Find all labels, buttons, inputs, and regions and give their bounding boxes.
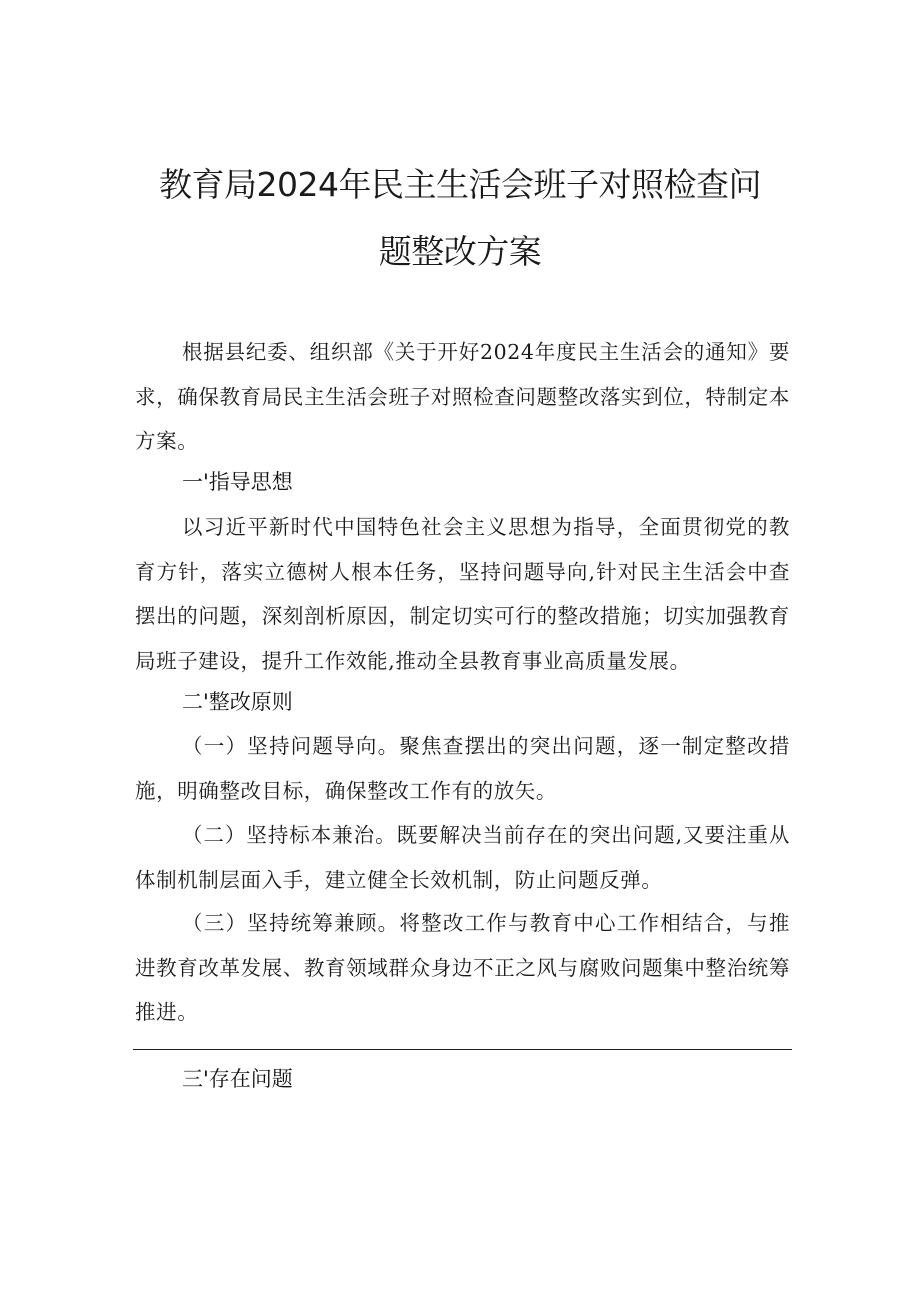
page-break-divider <box>133 1049 792 1050</box>
guiding-ideology-paragraph: 以习近平新时代中国特色社会主义思想为指导，全面贯彻党的教育方针，落实立德树人根本任务，坚持问题导向,针对民主生活会中查摆出的问题，深刻剖析原因，制定切实可行的整改措施；切实加强教育局班子建设，提升工作效能,推动全县教育事业高质量发展。 <box>135 515 790 673</box>
document-title-line-1: 教育局2024年民主生活会班子对照检查问 <box>159 165 761 204</box>
principle-2-paragraph: （二）坚持标本兼治。既要解决当前存在的突出问题,又要注重从体制机制层面入手，建立健全长效机制，防止问题反弹。 <box>135 823 790 892</box>
section-heading-guiding-ideology: 一'指导思想 <box>182 470 293 494</box>
document-title-line-2: 题整改方案 <box>378 232 542 271</box>
section-heading-rectification-principles: 二'整改原则 <box>182 690 293 714</box>
section-heading-existing-problems: 三'存在问题 <box>182 1067 293 1091</box>
principle-3-paragraph: （三）坚持统筹兼顾。将整改工作与教育中心工作相结合，与推进教育改革发展、教育领域群众身边不正之风与腐败问题集中整治统筹推进。 <box>135 911 790 1024</box>
intro-paragraph: 根据县纪委、组织部《关于开好2024年度民主生活会的通知》要求，确保教育局民主生活会班子对照检查问题整改落实到位，特制定本方案。 <box>135 340 790 453</box>
principle-1-paragraph: （一）坚持问题导向。聚焦查摆出的突出问题，逐一制定整改措施，明确整改目标，确保整改工作有的放矢。 <box>135 734 790 803</box>
